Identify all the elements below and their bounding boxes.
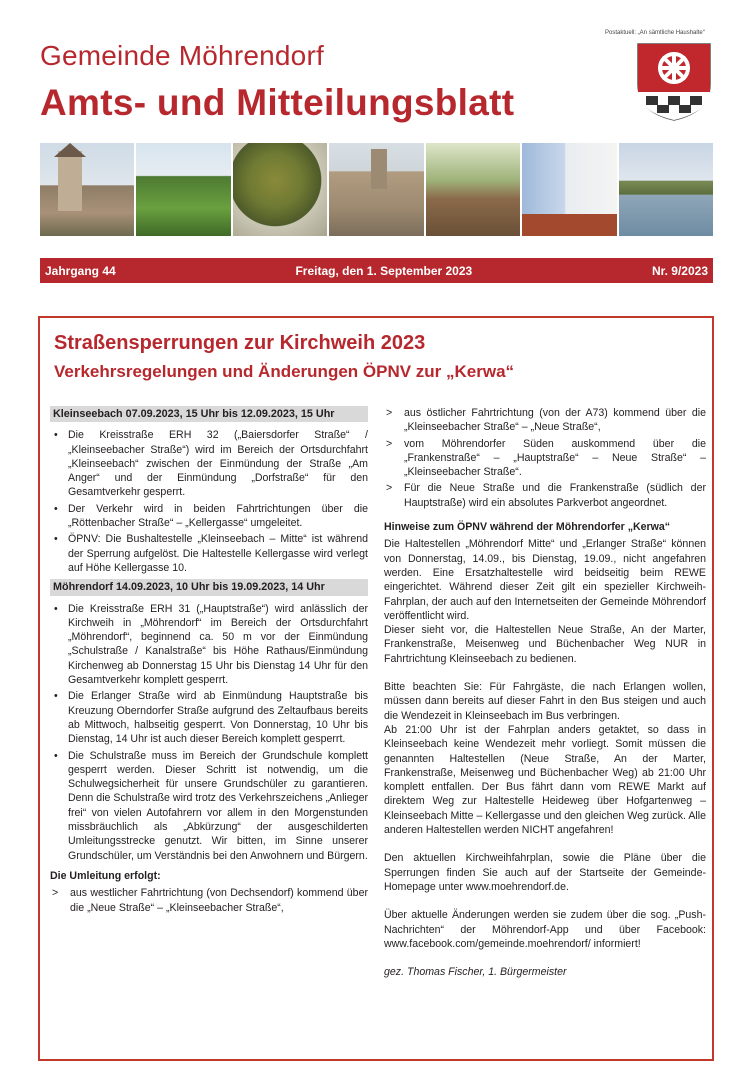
- photo-pond: [619, 143, 713, 236]
- coat-of-arms-icon: [634, 40, 714, 122]
- article-box: [38, 316, 714, 1061]
- issue-date: Freitag, den 1. September 2023: [295, 263, 473, 278]
- photo-wall-corner: [522, 143, 618, 236]
- photo-tree: [233, 143, 329, 236]
- issue-number: Nr. 9/2023: [651, 263, 708, 278]
- list-item: • Die Kreisstraße ERH 31 („Hauptstraße“) wird anlässlich der Kirchweih in „Möhrendorf“ im Bereich der Ortsdurchfahrt „Möhrendorf“, beginnend ca. 50 m vor der Einmündung „Schulstraße / Kanalstraße“ bis Höhe Rathaus/Einmündung Kirchenweg ab Donnerstag 15 Uhr bis Dienstag 14 Uhr für den Gesamtverkehr komplett gesperrt.: [50, 602, 368, 688]
- issue-info-bar: [40, 258, 713, 283]
- volume: Jahrgang 44: [45, 263, 116, 278]
- list-item: > aus östlicher Fahrtrichtung (von der A73) kommend über die „Kleinseebacher Straße“ – „Neue Straße“,: [384, 406, 706, 435]
- article-subheadline: Verkehrsregelungen und Änderungen ÖPNV zur „Kerwa“: [54, 362, 515, 381]
- list-item: > Für die Neue Straße und die Frankenstraße (südlich der Hauptstraße) wird ein absolutes Parkverbot angeordnet.: [384, 481, 706, 510]
- signature: gez. Thomas Fischer, 1. Bürgermeister: [384, 966, 567, 979]
- section-heading: Möhrendorf 14.09.2023, 10 Uhr bis 19.09.2023, 14 Uhr: [50, 579, 368, 595]
- detour-list: [50, 886, 368, 915]
- list-item: • Die Erlanger Straße wird ab Einmündung Hauptstraße bis Kreuzung Oberndorfer Straße aufgrund des Zeltaufbaus bereits ab Mittwoch, halbseitig gesperrt. Von Donnerstag, 10 Uhr bis Dienstag, 14 Uhr ist auch dieser Bereich komplett gesperrt.: [50, 689, 368, 746]
- paragraph: Ab 21:00 Uhr ist der Fahrplan anders getaktet, so dass in Kleinseebach keine Wendezeit mehr vorliegt. Somit müssen die genannten Haltestellen (Neue Straße, An der Marter, Frankenstraße, Meisenweg und Büchenbacher Weg) ab 21:00 Uhr komplett entfallen. Der Bus fährt dann vom REWE Markt auf direktem Weg zur Haltestelle Heideweg über Hofgartenweg – Kleinseebach Mitte – Kellergasse und den gleichen Weg zurück. Alle anderen Haltestellen werden NICHT angefahren!: [384, 723, 706, 837]
- paragraph: Über aktuelle Änderungen werden sie zudem über die sog. „Push-Nachrichten“ der Möhrendorf-App und über Facebook: www.facebook.com/gemeinde.moehrendorf/ informiert!: [384, 909, 706, 950]
- list-item: • Die Schulstraße muss im Bereich der Grundschule komplett gesperrt werden. Dieser Schritt ist notwendig, um die Schulwegsicherheit für unsere Grundschüler zu garantieren. Denn die Schulstraße wird trotz des Verkehrszeichens „Anlieger frei“ von vielen Autofahrern vor allem in den Morgenstunden missbräuchlich als „Abkürzung“ der ausgeschilderten Umleitungsstrecke genutzt. Wir bitten, im Sinne unserer Grundschüler, um Verständnis bei den Anwohnern und Bürgern.: [50, 749, 368, 863]
- paragraph: Dieser sieht vor, die Haltestellen Neue Straße, An der Marter, Frankenstraße, Meisenweg und Büchenbacher Weg NUR in Fahrtrichtung Kleinseebach zu bedienen.: [384, 624, 706, 665]
- bullet-list: [50, 602, 368, 863]
- photo-church-wall: [329, 143, 425, 236]
- paragraph: Die Haltestellen „Möhrendorf Mitte“ und „Erlanger Straße“ können von Donnerstag, 14.09., bis Dienstag, 19.09., nicht angefahren werden. Eine Ersatzhaltestelle wird beidseitig beim REWE eingerichtet. Während dieser Zeit gilt ein spezieller Kirchweih-Fahrplan, der auch auf den Internetseiten der Gemeinde Möhrendorf veröffentlicht wird.: [384, 538, 706, 622]
- oepnv-heading: Hinweise zum ÖPNV während der Möhrendorfer „Kerwa“: [384, 521, 671, 534]
- list-item: • Der Verkehr wird in beiden Fahrtrichtungen über die „Röttenbacher Straße“ – „Kellergasse“ umgeleitet.: [50, 502, 368, 531]
- bullet-list: [50, 428, 368, 575]
- list-item: • ÖPNV: Die Bushaltestelle „Kleinseebach – Mitte“ ist während der Sperrung aufgelöst. Die Haltestelle Kellergasse wird verlegt auf Höhe Kellergasse 10.: [50, 532, 368, 575]
- postal-note: Postaktuell: „An sämtliche Haushalte“: [605, 30, 705, 36]
- masthead: [40, 40, 720, 140]
- publication-title: Amts- und Mitteilungsblatt: [40, 82, 515, 123]
- photo-meadow-storks: [136, 143, 232, 236]
- right-column: [384, 406, 706, 979]
- paragraph: Den aktuellen Kirchweihfahrplan, sowie die Pläne über die Sperrungen finden Sie auch auf der Startseite der Gemeinde-Homepage unter www.moehrendorf.de.: [384, 852, 706, 893]
- list-item: > vom Möhrendorfer Süden auskommend über die „Frankenstraße“ – „Hauptstraße“ – Neue Straße“ – „Kleinseebacher Straße“.: [384, 437, 706, 480]
- article-headline: Straßensperrungen zur Kirchweih 2023: [54, 332, 426, 354]
- section-heading: Kleinseebach 07.09.2023, 15 Uhr bis 12.09.2023, 15 Uhr: [50, 406, 368, 422]
- detour-heading: Die Umleitung erfolgt:: [50, 869, 161, 882]
- municipality-name: Gemeinde Möhrendorf: [40, 40, 324, 71]
- paragraph: Bitte beachten Sie: Für Fahrgäste, die nach Erlangen wollen, müssen dann bereits auf dieser Fahrt in den Bus steigen und auch die Wendezeit in Kleinseebach im Bus verbringen.: [384, 681, 706, 722]
- photo-church-tower: [40, 143, 136, 236]
- detour-list: [384, 406, 706, 510]
- left-column: [50, 406, 368, 917]
- photo-picnic-bench: [426, 143, 522, 236]
- header-photo-strip: [40, 143, 713, 236]
- list-item: • Die Kreisstraße ERH 32 („Baiersdorfer Straße“ / „Kleinseebacher Straße“) wird im Bereich der Ortsdurchfahrt „Kleinseebach“ zwischen der Einmündung der Straße „Am Anger“ und der Einmündung „Dorfstraße“ für den Gesamtverkehr gesperrt.: [50, 428, 368, 499]
- list-item: > aus westlicher Fahrtrichtung (von Dechsendorf) kommend über die „Neue Straße“ – „Kleinseebacher Straße“,: [50, 886, 368, 915]
